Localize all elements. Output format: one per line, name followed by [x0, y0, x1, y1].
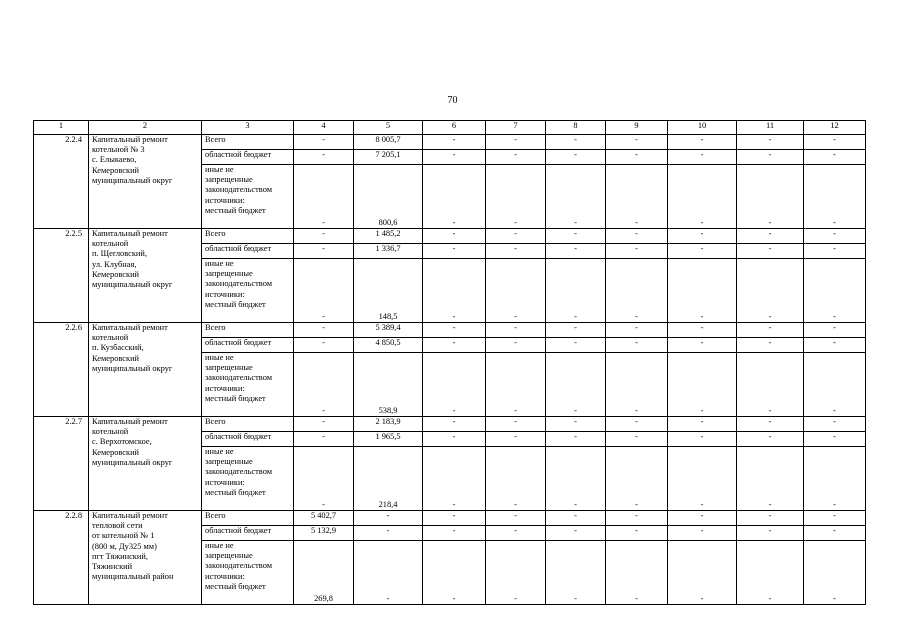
value-cell: 5 402,7 [294, 511, 354, 526]
value-cell: 1 965,5 [354, 432, 423, 447]
value-cell: - [546, 259, 606, 323]
funding-source: иные не запрещенные законодательством источники: местный бюджет [202, 447, 294, 511]
value-cell: - [737, 338, 804, 353]
value-cell: - [668, 432, 737, 447]
value-cell: - [546, 432, 606, 447]
header-cell: 2 [89, 121, 202, 135]
value-cell: - [804, 244, 866, 259]
value-cell: - [668, 244, 737, 259]
value-cell: - [546, 338, 606, 353]
value-cell: - [668, 135, 737, 150]
value-cell: - [737, 353, 804, 417]
table-row [34, 135, 866, 150]
value-cell: - [737, 165, 804, 229]
value-cell: - [804, 135, 866, 150]
budget-table [33, 120, 866, 605]
value-cell: - [606, 447, 668, 511]
item-number: 2.2.8 [34, 511, 89, 605]
value-cell: - [486, 244, 546, 259]
value-cell: - [804, 229, 866, 244]
value-cell: - [804, 259, 866, 323]
value-cell: - [737, 417, 804, 432]
value-cell: - [423, 338, 486, 353]
value-cell: - [606, 338, 668, 353]
value-cell: - [486, 417, 546, 432]
item-name: Капитальный ремонт тепловой сети от котельной № 1 (800 м, Ду325 мм) пгт Тяжинский, Тяжинский муниципальный район [89, 511, 202, 605]
value-cell: - [546, 229, 606, 244]
table-row [34, 323, 866, 338]
value-cell: - [606, 244, 668, 259]
funding-source: Всего [202, 511, 294, 526]
value-cell: - [423, 432, 486, 447]
header-cell: 3 [202, 121, 294, 135]
value-cell: - [486, 511, 546, 526]
value-cell: - [668, 150, 737, 165]
funding-source: областной бюджет [202, 432, 294, 447]
value-cell: - [546, 135, 606, 150]
value-cell: - [486, 447, 546, 511]
value-cell: - [546, 165, 606, 229]
value-cell: - [423, 150, 486, 165]
value-cell: - [606, 432, 668, 447]
value-cell: 5 389,4 [354, 323, 423, 338]
value-cell: - [804, 353, 866, 417]
value-cell: - [737, 511, 804, 526]
value-cell: - [606, 511, 668, 526]
value-cell: - [423, 229, 486, 244]
header-cell: 7 [486, 121, 546, 135]
value-cell: - [546, 526, 606, 541]
funding-source: областной бюджет [202, 244, 294, 259]
value-cell: - [668, 541, 737, 605]
value-cell: - [486, 353, 546, 417]
value-cell: - [486, 338, 546, 353]
value-cell: - [737, 447, 804, 511]
value-cell: - [737, 244, 804, 259]
value-cell: - [804, 150, 866, 165]
funding-source: иные не запрещенные законодательством источники: местный бюджет [202, 353, 294, 417]
value-cell: - [668, 526, 737, 541]
value-cell: - [668, 338, 737, 353]
funding-source: Всего [202, 229, 294, 244]
value-cell: - [486, 541, 546, 605]
page-number: 70 [447, 95, 458, 106]
value-cell: - [804, 432, 866, 447]
value-cell: - [606, 150, 668, 165]
value-cell: - [668, 511, 737, 526]
value-cell: - [294, 432, 354, 447]
value-cell: - [486, 229, 546, 244]
value-cell: 148,5 [354, 259, 423, 323]
value-cell: - [423, 511, 486, 526]
value-cell: - [606, 323, 668, 338]
value-cell: - [354, 526, 423, 541]
value-cell: - [354, 511, 423, 526]
funding-source: Всего [202, 135, 294, 150]
funding-source: областной бюджет [202, 526, 294, 541]
value-cell: - [606, 135, 668, 150]
header-cell: 9 [606, 121, 668, 135]
value-cell: - [546, 150, 606, 165]
value-cell: - [486, 432, 546, 447]
value-cell: - [804, 541, 866, 605]
value-cell: - [546, 541, 606, 605]
value-cell: - [486, 526, 546, 541]
value-cell: - [668, 353, 737, 417]
table-row [34, 229, 866, 244]
item-number: 2.2.6 [34, 323, 89, 417]
value-cell: - [423, 417, 486, 432]
value-cell: - [737, 229, 804, 244]
value-cell: - [737, 150, 804, 165]
value-cell: - [294, 259, 354, 323]
item-name: Капитальный ремонт котельной п. Щегловский, ул. Клубная, Кемеровский муниципальный округ [89, 229, 202, 323]
value-cell: - [606, 165, 668, 229]
value-cell: - [804, 338, 866, 353]
value-cell: - [546, 323, 606, 338]
value-cell: - [294, 338, 354, 353]
value-cell: - [804, 511, 866, 526]
value-cell: - [486, 259, 546, 323]
value-cell: - [423, 541, 486, 605]
value-cell: - [804, 526, 866, 541]
value-cell: 269,8 [294, 541, 354, 605]
item-number: 2.2.4 [34, 135, 89, 229]
value-cell: - [486, 323, 546, 338]
value-cell: - [606, 229, 668, 244]
header-row [34, 121, 866, 135]
value-cell: - [423, 259, 486, 323]
value-cell: 2 183,9 [354, 417, 423, 432]
value-cell: - [354, 541, 423, 605]
value-cell: - [668, 229, 737, 244]
value-cell: - [606, 541, 668, 605]
value-cell: - [486, 135, 546, 150]
value-cell: - [546, 447, 606, 511]
value-cell: - [546, 244, 606, 259]
item-name: Капитальный ремонт котельной с. Верхотомское, Кемеровский муниципальный округ [89, 417, 202, 511]
value-cell: - [737, 541, 804, 605]
value-cell: - [423, 135, 486, 150]
funding-source: иные не запрещенные законодательством источники: местный бюджет [202, 165, 294, 229]
value-cell: - [486, 150, 546, 165]
header-cell: 5 [354, 121, 423, 135]
value-cell: - [546, 417, 606, 432]
item-name: Капитальный ремонт котельной п. Кузбасский, Кемеровский муниципальный округ [89, 323, 202, 417]
value-cell: - [294, 323, 354, 338]
value-cell: - [804, 447, 866, 511]
value-cell: - [294, 135, 354, 150]
value-cell: - [804, 323, 866, 338]
value-cell: - [423, 323, 486, 338]
value-cell: - [737, 135, 804, 150]
funding-source: областной бюджет [202, 338, 294, 353]
item-number: 2.2.7 [34, 417, 89, 511]
value-cell: - [294, 150, 354, 165]
value-cell: - [606, 417, 668, 432]
value-cell: - [606, 259, 668, 323]
value-cell: - [668, 447, 737, 511]
value-cell: - [804, 417, 866, 432]
value-cell: - [423, 353, 486, 417]
value-cell: - [737, 323, 804, 338]
value-cell: - [294, 165, 354, 229]
header-cell: 1 [34, 121, 89, 135]
value-cell: - [668, 259, 737, 323]
header-cell: 6 [423, 121, 486, 135]
value-cell: - [668, 323, 737, 338]
value-cell: - [294, 229, 354, 244]
funding-source: Всего [202, 323, 294, 338]
value-cell: 8 005,7 [354, 135, 423, 150]
value-cell: - [668, 417, 737, 432]
funding-source: областной бюджет [202, 150, 294, 165]
value-cell: - [546, 353, 606, 417]
value-cell: - [668, 165, 737, 229]
value-cell: - [294, 244, 354, 259]
value-cell: - [294, 353, 354, 417]
value-cell: - [606, 526, 668, 541]
value-cell: 7 205,1 [354, 150, 423, 165]
value-cell: 5 132,9 [294, 526, 354, 541]
value-cell: - [737, 526, 804, 541]
value-cell: 538,9 [354, 353, 423, 417]
value-cell: - [423, 447, 486, 511]
funding-source: Всего [202, 417, 294, 432]
item-name: Капитальный ремонт котельной № 3 с. Елыкаево, Кемеровский муниципальный округ [89, 135, 202, 229]
header-cell: 11 [737, 121, 804, 135]
value-cell: - [737, 432, 804, 447]
value-cell: 800,6 [354, 165, 423, 229]
header-cell: 12 [804, 121, 866, 135]
value-cell: - [737, 259, 804, 323]
value-cell: - [294, 447, 354, 511]
value-cell: 4 850,5 [354, 338, 423, 353]
value-cell: - [804, 165, 866, 229]
table-row [34, 417, 866, 432]
value-cell: - [423, 165, 486, 229]
value-cell: 1 336,7 [354, 244, 423, 259]
value-cell: - [486, 165, 546, 229]
value-cell: - [606, 353, 668, 417]
item-number: 2.2.5 [34, 229, 89, 323]
value-cell: - [423, 244, 486, 259]
funding-source: иные не запрещенные законодательством источники: местный бюджет [202, 259, 294, 323]
table-row [34, 511, 866, 526]
value-cell: 218,4 [354, 447, 423, 511]
value-cell: - [294, 417, 354, 432]
funding-source: иные не запрещенные законодательством источники: местный бюджет [202, 541, 294, 605]
value-cell: 1 485,2 [354, 229, 423, 244]
value-cell: - [423, 526, 486, 541]
header-cell: 10 [668, 121, 737, 135]
header-cell: 4 [294, 121, 354, 135]
value-cell: - [546, 511, 606, 526]
header-cell: 8 [546, 121, 606, 135]
